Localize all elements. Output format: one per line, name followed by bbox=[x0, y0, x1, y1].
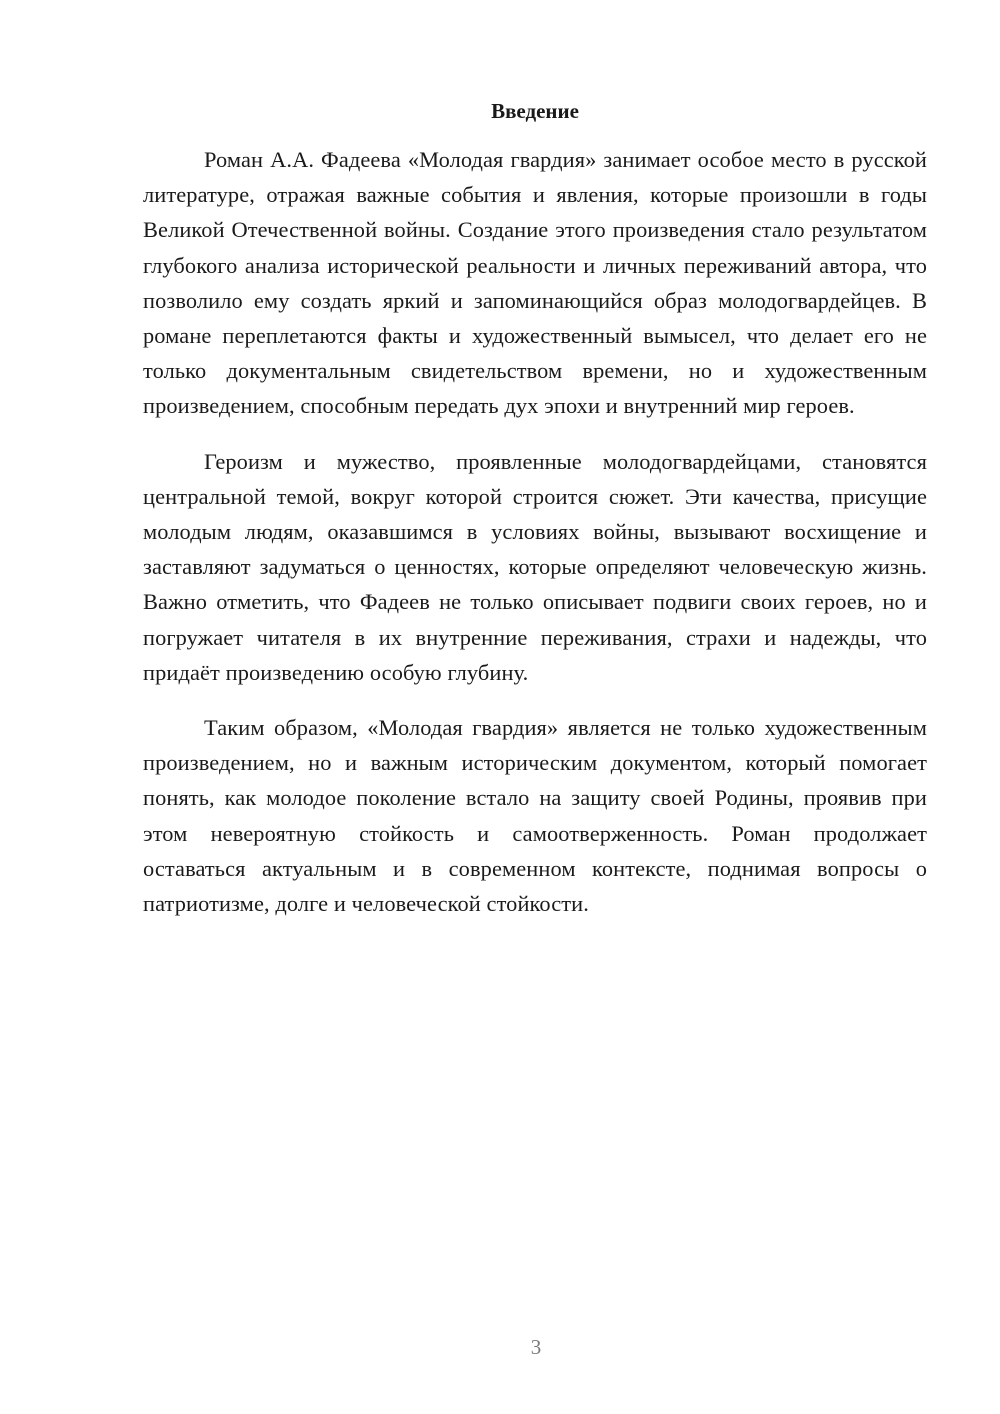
paragraph-2: Героизм и мужество, проявленные молодогвардейцами, становятся центральной темой, вокруг которой строится сюжет. Эти качества, присущие молодым людям, оказавшимся в условиях войны, вызывают восхищение и заставляют задуматься о ценностях, которые определяют человеческую жизнь. Важно отметить, что Фадеев не только описывает подвиги своих героев, но и погружает читателя в их внутренние переживания, страхи и надежды, что придаёт произведению особую глубину. bbox=[143, 448, 927, 685]
paragraph-1: Роман А.А. Фадеева «Молодая гвардия» занимает особое место в русской литературе, отражая важные события и явления, которые произошли в годы Великой Отечественной войны. Создание этого произведения стало результатом глубокого анализа исторической реальности и личных переживаний автора, что позволило ему создать яркий и запоминающийся образ молодогвардейцев. В романе переплетаются факты и художественный вымысел, что делает его не только документальным свидетельством времени, но и художественным произведением, способным передать дух эпохи и внутренний мир героев. bbox=[143, 147, 927, 419]
body-text bbox=[143, 142, 927, 941]
page-number: 3 bbox=[530, 1335, 542, 1359]
paragraph-3: Таким образом, «Молодая гвардия» является не только художественным произведением, но и важным историческим документом, который помогает понять, как молодое поколение встало на защиту своей Родины, проявив при этом невероятную стойкость и самоотверженность. Роман продолжает оставаться актуальным и в современном контексте, поднимая вопросы о патриотизме, долге и человеческой стойкости. bbox=[143, 715, 927, 917]
section-title: Введение bbox=[491, 99, 579, 123]
